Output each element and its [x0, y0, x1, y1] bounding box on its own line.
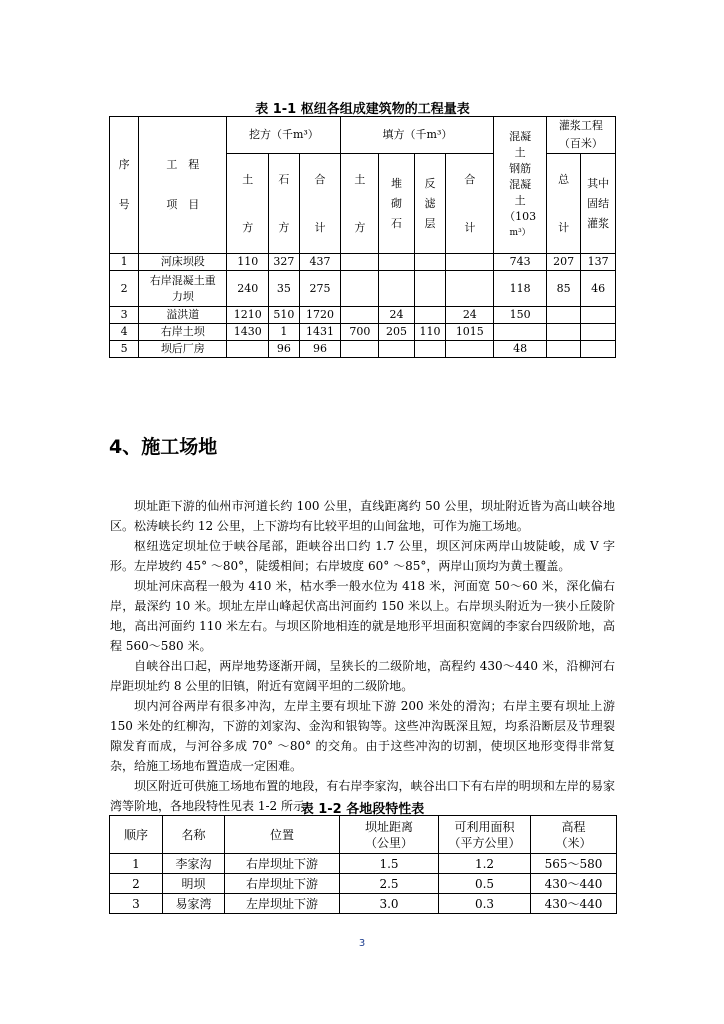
cell-fill-rock	[379, 341, 415, 358]
cell-grout-cons	[581, 324, 616, 341]
cell-distance: 3.0	[340, 894, 439, 914]
cell-distance: 2.5	[340, 874, 439, 894]
cell-fill-filter	[414, 341, 445, 358]
cell-fill-total	[446, 254, 494, 271]
cell-no: 3	[110, 894, 163, 914]
cell-no: 1	[110, 254, 139, 271]
cell-name: 坝后厂房	[139, 341, 227, 358]
cell-no: 2	[110, 271, 139, 307]
cell-grout-cons: 46	[581, 271, 616, 307]
cell-no: 1	[110, 854, 163, 874]
table-row	[110, 324, 616, 341]
table-row	[110, 341, 616, 358]
cell-ex-soil: 1430	[227, 324, 269, 341]
cell-grout-cons	[581, 307, 616, 324]
cell-ex-rock: 96	[269, 341, 299, 358]
cell-grout-total	[546, 341, 581, 358]
cell-name: 右岸土坝	[139, 324, 227, 341]
fill-rock-header: 堆 砌 石	[379, 154, 415, 254]
fill-header: 填方（千m³）	[341, 117, 494, 154]
table-row	[110, 254, 616, 271]
cell-concrete: 150	[494, 307, 546, 324]
table-1-caption: 表 1-1 枢纽各组成建筑物的工程量表	[255, 102, 470, 117]
cell-ex-soil: 1210	[227, 307, 269, 324]
cell-name: 右岸混凝土重力坝	[139, 271, 227, 307]
cell-elevation: 430～440	[531, 894, 617, 914]
cell-location: 左岸坝址下游	[225, 894, 340, 914]
quantities-table	[109, 116, 616, 358]
cell-fill-soil	[341, 271, 379, 307]
cell-fill-rock	[379, 254, 415, 271]
location-header: 位置	[225, 816, 340, 854]
project-header: 工 程 项 目	[139, 117, 227, 254]
cell-ex-rock: 510	[269, 307, 299, 324]
cell-fill-soil: 700	[341, 324, 379, 341]
cell-ex-total: 275	[299, 271, 341, 307]
cell-fill-rock: 24	[379, 307, 415, 324]
cell-area: 0.3	[439, 894, 531, 914]
grout-total-header: 总 计	[546, 154, 581, 254]
page-number: 3	[358, 938, 366, 949]
table-row	[110, 854, 617, 874]
grouting-header: 灌浆工程 （百米）	[546, 117, 615, 154]
cell-fill-rock	[379, 271, 415, 307]
name-header: 名称	[163, 816, 225, 854]
seq-header: 顺序	[110, 816, 163, 854]
elevation-header: 高程 （米）	[531, 816, 617, 854]
cell-no: 4	[110, 324, 139, 341]
cell-fill-soil	[341, 307, 379, 324]
cell-fill-total: 1015	[446, 324, 494, 341]
section-body	[110, 496, 615, 816]
cell-fill-soil	[341, 341, 379, 358]
cell-concrete: 743	[494, 254, 546, 271]
cell-area: 0.5	[439, 874, 531, 894]
paragraph: 自峡谷出口起，两岸地势逐渐开阔，呈狭长的二级阶地，高程约 430～440 米，沿柳河右岸距坝址约 8 公里的旧镇，附近有宽阔平坦的二级阶地。	[110, 659, 615, 693]
cell-elevation: 565～580	[531, 854, 617, 874]
cell-fill-filter	[414, 254, 445, 271]
paragraph: 坝址距下游的仙州市河道长约 100 公里，直线距离约 50 公里，坝址附近皆为高山峡谷地区。松涛峡长约 12 公里，上下游均有比较平坦的山间盆地，可作为施工场地。	[110, 499, 615, 533]
cell-elevation: 430～440	[531, 874, 617, 894]
cell-location: 右岸坝址下游	[225, 854, 340, 874]
cell-no: 3	[110, 307, 139, 324]
cell-ex-soil: 110	[227, 254, 269, 271]
cell-no: 5	[110, 341, 139, 358]
section-heading: 4、施工场地	[109, 436, 218, 458]
cell-fill-filter	[414, 271, 445, 307]
fill-filter-header: 反 滤 层	[414, 154, 445, 254]
table-2-caption: 表 1-2 各地段特性表	[300, 802, 425, 817]
fill-total-header: 合 计	[446, 154, 494, 254]
cell-concrete: 48	[494, 341, 546, 358]
seq-header: 序 号	[110, 117, 139, 254]
excavation-header: 挖方（千m³）	[227, 117, 341, 154]
cell-ex-total: 96	[299, 341, 341, 358]
paragraph: 坝区附近可供施工场地布置的地段，有右岸李家沟，峡谷出口下有右岸的明坝和左岸的易家湾等阶地，各地段特性见表 1-2 所示。	[110, 779, 615, 813]
cell-area: 1.2	[439, 854, 531, 874]
fill-soil-header: 土 方	[341, 154, 379, 254]
cell-fill-rock: 205	[379, 324, 415, 341]
paragraph: 枢纽选定坝址位于峡谷尾部，距峡谷出口约 1.7 公里，坝区河床两岸山坡陡峻，成 V 字形。左岸坡约 45° ～80°，陡缓相间；右岸坡度 60° ～85°，两岸山顶均为黄土覆盖。	[110, 539, 615, 573]
grout-consolidation-header: 其中 固结 灌浆	[581, 154, 616, 254]
cell-ex-rock: 1	[269, 324, 299, 341]
site-characteristics-table	[109, 815, 617, 914]
cell-name: 明坝	[163, 874, 225, 894]
cell-name: 溢洪道	[139, 307, 227, 324]
ex-soil-header: 土 方	[227, 154, 269, 254]
cell-name: 河床坝段	[139, 254, 227, 271]
table-row	[110, 271, 616, 307]
cell-fill-total	[446, 341, 494, 358]
cell-ex-soil	[227, 341, 269, 358]
cell-no: 2	[110, 874, 163, 894]
cell-name: 易家湾	[163, 894, 225, 914]
cell-ex-rock: 35	[269, 271, 299, 307]
cell-ex-total: 1431	[299, 324, 341, 341]
cell-fill-total	[446, 271, 494, 307]
cell-grout-total: 207	[546, 254, 581, 271]
ex-total-header: 合 计	[299, 154, 341, 254]
cell-fill-filter	[414, 307, 445, 324]
cell-location: 右岸坝址下游	[225, 874, 340, 894]
concrete-header: 混凝 土 钢筋 混凝 土 （103 m³）	[494, 117, 546, 254]
distance-header: 坝址距离 （公里）	[340, 816, 439, 854]
table-row	[110, 307, 616, 324]
table-row	[110, 894, 617, 914]
cell-fill-filter: 110	[414, 324, 445, 341]
cell-concrete: 118	[494, 271, 546, 307]
cell-grout-cons	[581, 341, 616, 358]
cell-ex-total: 437	[299, 254, 341, 271]
cell-name: 李家沟	[163, 854, 225, 874]
table-row	[110, 874, 617, 894]
paragraph: 坝址河床高程一般为 410 米，枯水季一般水位为 418 米，河面宽 50～60 米，深化偏右岸，最深约 10 米。坝址左岸山峰起伏高出河面约 150 米以上。右岸坝头附近为一狭小丘陵阶地，高出河面约 110 米左右。与坝区阶地相连的就是地形平坦面积宽阔的李家台四级阶地，高程 560～580 米。	[110, 579, 615, 653]
cell-ex-total: 1720	[299, 307, 341, 324]
area-header: 可利用面积 （平方公里）	[439, 816, 531, 854]
paragraph: 坝内河谷两岸有很多冲沟，左岸主要有坝址下游 200 米处的滑沟；右岸主要有坝址上游 150 米处的红柳沟，下游的刘家沟、金沟和银钩等。这些冲沟既深且短，均系沿断层及节理裂隙发育而成，与河谷多成 70° ～80° 的交角。由于这些冲沟的切割，使坝区地形变得非常复杂，给施工场地布置造成一定困难。	[110, 699, 615, 773]
cell-grout-total: 85	[546, 271, 581, 307]
cell-fill-total: 24	[446, 307, 494, 324]
cell-grout-total	[546, 324, 581, 341]
cell-fill-soil	[341, 254, 379, 271]
cell-ex-soil: 240	[227, 271, 269, 307]
cell-grout-total	[546, 307, 581, 324]
cell-grout-cons: 137	[581, 254, 616, 271]
cell-concrete	[494, 324, 546, 341]
cell-ex-rock: 327	[269, 254, 299, 271]
cell-distance: 1.5	[340, 854, 439, 874]
ex-rock-header: 石 方	[269, 154, 299, 254]
